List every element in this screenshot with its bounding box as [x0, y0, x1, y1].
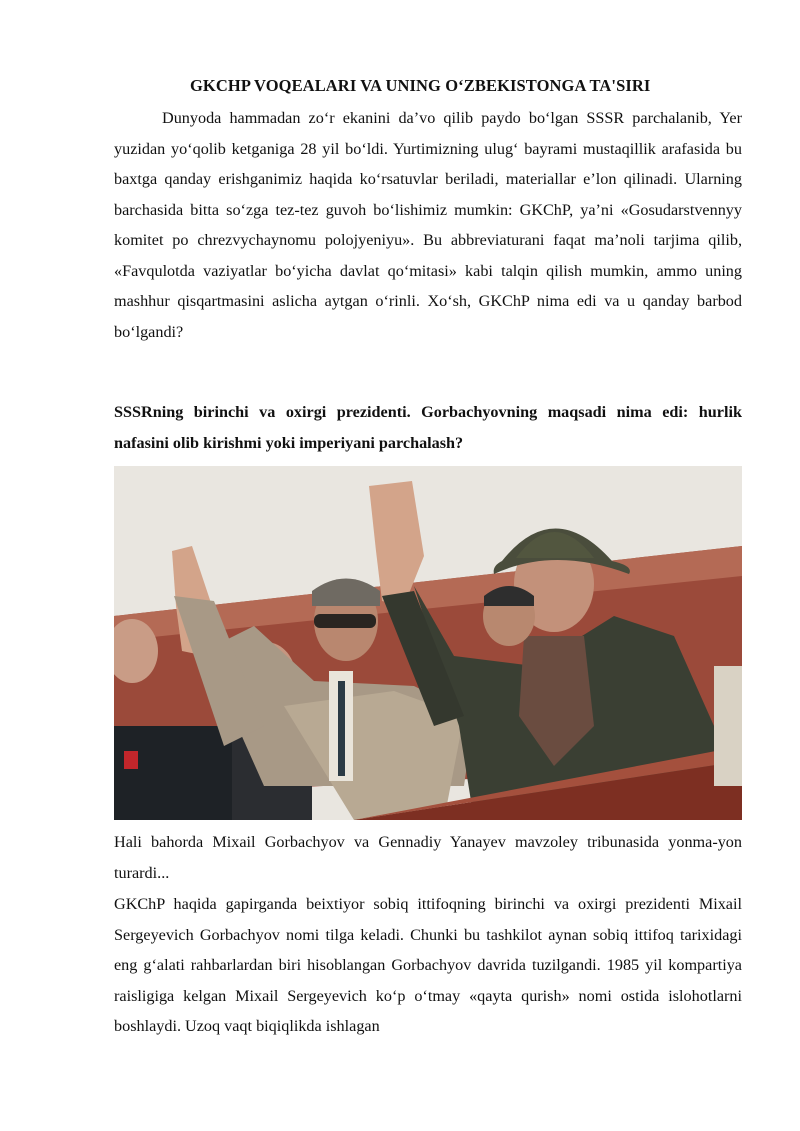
body-paragraph: GKChP haqida gapirganda beixtiyor sobiq ittifoqning birinchi va oxirgi prezidenti Mixail Sergeyevich Gorbachyov nomi tilga keladi. Chunki bu tashkilot aynan sobiq ittifoq tarixidagi eng g‘alati rahbarlardan biri hisoblangan Gorbachyov davrida tuzilgandi. 1985 yil kompartiya raisligiga kelgan Mixail Sergeyevich ko‘p o‘tmay «qayta qurish» nomi ostida islohotlarni boshlaydi. Uzoq vaqt biqiqlikda ishlagan: [114, 895, 742, 1035]
document-title: GKCHP VOQEALARI VA UNING O‘ZBEKISTONGA TA'SIRI: [190, 76, 651, 95]
news-photo: [114, 466, 742, 820]
intro-paragraph: Dunyoda hammadan zo‘r ekanini da’vo qilib paydo bo‘lgan SSSR parchalanib, Yer yuzidan yo‘qolib ketganiga 28 yil bo‘ldi. Yurtimizning ulug‘ bayrami mustaqillik arafasida bu baxtga qanday erishganimiz haqida ko‘rsatuvlar beriladi, materiallar e’lon qilinadi. Ularning barchasida bitta so‘zga tez-tez guvoh bo‘lishimiz mumkin: GKChP, ya’ni «Gosudarstvennyy komitet po chrezvychaynomu polojyeniyu». Bu abbreviaturani faqat ma’noli tarjima qilib, «Favqulotda vaziyatlar bo‘yicha davlat qo‘mitasi» kabi talqin qilish mumkin, ammo uning mashhur qisqartmasini aslicha aytgan o‘rinli. Xo‘sh, GKChP nima edi va u qanday barbod bo‘lgandi?: [114, 109, 742, 341]
bold-subheading: SSSRning birinchi va oxirgi prezidenti. Gorbachyovning maqsadi nima edi: hurlik nafasini olib kirishmi yoki imperiyani parchalash?: [114, 403, 742, 452]
photo-caption: Hali bahorda Mixail Gorbachyov va Gennadiy Yanayev mavzoley tribunasida yonma-yon turardi...: [114, 833, 742, 882]
photo-illustration: [114, 466, 742, 820]
photo-person-left: [114, 726, 234, 820]
